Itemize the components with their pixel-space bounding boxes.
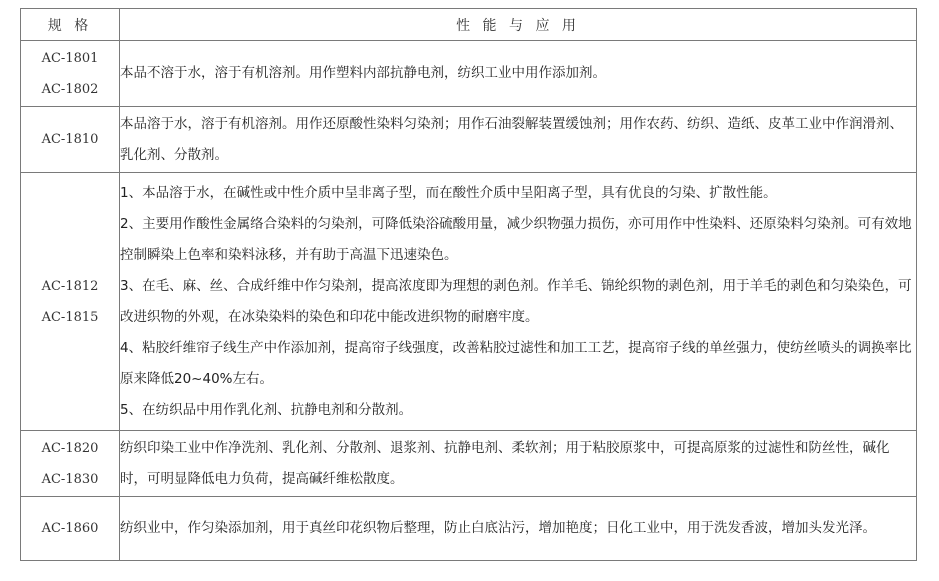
- application-text: 1、本品溶于水，在碱性或中性介质中呈非离子型，而在酸性介质中呈阳离子型，具有优良的匀染、扩散性能。: [120, 184, 777, 201]
- spec-code: AC-1810: [41, 132, 99, 147]
- table-row: [21, 107, 917, 173]
- application-text: 本品溶于水，溶于有机溶剂。用作还原酸性染料匀染剂；用作石油裂解装置缓蚀剂；用作农药、纺织、造纸、皮革工业中作润滑剂、乳化剂、分散剂。: [120, 115, 903, 163]
- application-text: 本品不溶于水，溶于有机溶剂。用作塑料内部抗静电剂，纺织工业中用作添加剂。: [120, 65, 606, 81]
- spec-code: AC-1802: [41, 81, 99, 97]
- spec-code: AC-1812: [41, 278, 99, 294]
- application-text: 纺织印染工业中作净洗剂、乳化剂、分散剂、退浆剂、抗静电剂、柔软剂；用于粘胶原浆中，可提高原浆的过滤性和防丝性，碱化时，可明显降低电力负荷，提高碱纤维松散度。: [120, 439, 890, 487]
- spec-code: AC-1815: [41, 309, 99, 325]
- application-text: 纺织业中，作匀染添加剂，用于真丝印花织物后整理，防止白底沾污，增加艳度；日化工业中，用于洗发香波，增加头发光泽。: [120, 520, 876, 536]
- header-row: [21, 9, 917, 41]
- spec-cell: [21, 431, 120, 497]
- spec-code: AC-1830: [41, 471, 99, 487]
- application-text: 3、在毛、麻、丝、合成纤维中作匀染剂，提高浓度即为理想的剥色剂。作羊毛、锦纶织物的剥色剂，用于羊毛的剥色和匀染染色，可改进织物的外观，在冰染染料的染色和印花中能改进织物的耐磨牢度。: [120, 277, 912, 325]
- application-cell: [120, 107, 917, 173]
- application-cell: [120, 431, 917, 497]
- application-cell: [120, 497, 917, 561]
- table-row: [21, 41, 917, 107]
- application-cell: [120, 173, 917, 431]
- table-row: [21, 497, 917, 561]
- spec-cell: [21, 41, 120, 107]
- table-row: [21, 173, 917, 431]
- application-text: 4、粘胶纤维帘子线生产中作添加剂，提高帘子线强度，改善粘胶过滤性和加工工艺，提高帘子线的单丝强力，使纺丝喷头的调换率比原来降低20~40%左右。: [120, 339, 912, 387]
- spec-code: AC-1860: [41, 521, 99, 536]
- spec-code: AC-1820: [41, 440, 99, 456]
- spec-code: AC-1801: [41, 50, 99, 66]
- application-text: 2、主要用作酸性金属络合染料的匀染剂，可降低染浴硫酸用量，减少织物强力损伤，亦可用作中性染料、还原染料匀染剂。可有效地控制瞬染上色率和染料泳移，并有助于高温下迅速染色。: [120, 215, 912, 263]
- application-cell: [120, 41, 917, 107]
- application-text: 5、在纺织品中用作乳化剂、抗静电剂和分散剂。: [120, 401, 413, 418]
- header-spec: 规 格: [21, 9, 120, 41]
- table-row: [21, 431, 917, 497]
- spec-cell: [21, 497, 120, 561]
- spec-cell: [21, 173, 120, 431]
- spec-cell: [21, 107, 120, 173]
- spec-table: [20, 8, 917, 561]
- header-application: 性 能 与 应 用: [120, 9, 917, 41]
